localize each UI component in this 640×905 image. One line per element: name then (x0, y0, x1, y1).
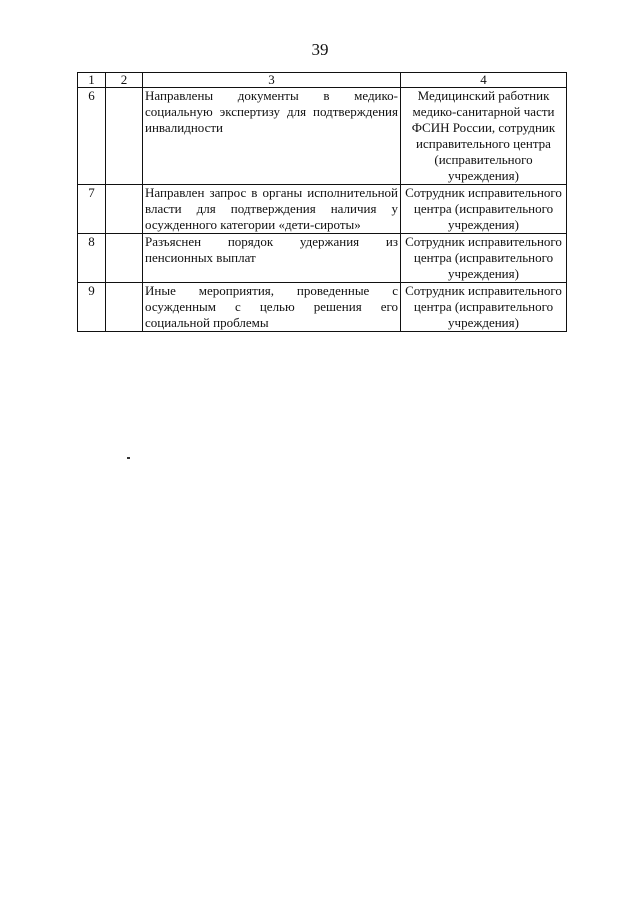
row-column-2-cell (106, 283, 143, 332)
row-number-cell: 7 (78, 185, 106, 234)
row-responsible-cell: Медицинский работник медико-санитарной части ФСИН России, сотрудник исправительного центра (исправительного учреждения) (401, 88, 567, 185)
row-number-cell: 9 (78, 283, 106, 332)
table-row (78, 283, 567, 332)
header-cell-4: 4 (401, 73, 567, 88)
row-responsible-cell: Сотрудник исправительного центра (исправительного учреждения) (401, 234, 567, 283)
table-body (78, 73, 567, 332)
row-responsible-cell: Сотрудник исправительного центра (исправительного учреждения) (401, 283, 567, 332)
page-number: 39 (311, 40, 329, 59)
row-column-2-cell (106, 88, 143, 185)
table-header-row (78, 73, 567, 88)
header-cell-2: 2 (106, 73, 143, 88)
row-responsible-cell: Сотрудник исправительного центра (исправительного учреждения) (401, 185, 567, 234)
row-measure-cell: Разъяснен порядок удержания из пенсионных выплат (143, 234, 401, 283)
row-measure-cell: Направлены документы в медико-социальную экспертизу для подтверждения инвалидности (143, 88, 401, 185)
row-measure-cell: Иные мероприятия, проведенные с осужденным с целью решения его социальной проблемы (143, 283, 401, 332)
header-cell-3: 3 (143, 73, 401, 88)
scan-speck (127, 457, 130, 459)
row-column-2-cell (106, 185, 143, 234)
row-number-cell: 6 (78, 88, 106, 185)
row-column-2-cell (106, 234, 143, 283)
row-number-cell: 8 (78, 234, 106, 283)
table-row (78, 185, 567, 234)
table-row (78, 234, 567, 283)
header-cell-1: 1 (78, 73, 106, 88)
measures-table (77, 72, 567, 332)
row-measure-cell: Направлен запрос в органы исполнительной власти для подтверждения наличия у осужденного категории «дети-сироты» (143, 185, 401, 234)
table-row (78, 88, 567, 185)
